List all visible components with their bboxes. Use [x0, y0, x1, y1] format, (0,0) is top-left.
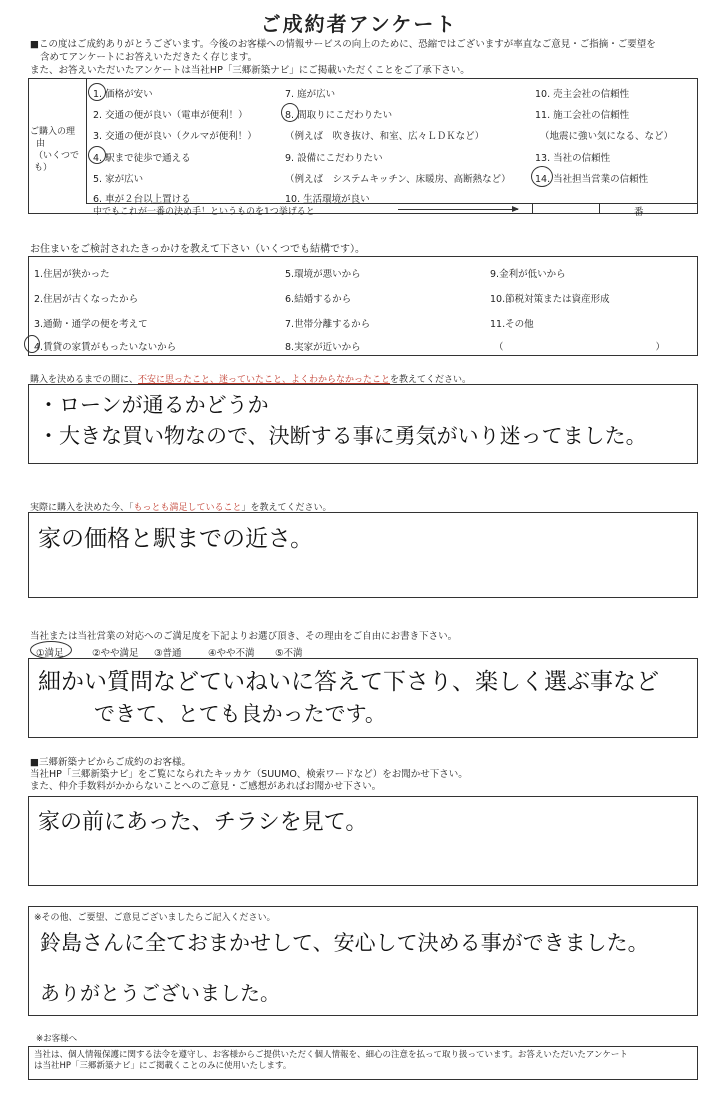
- footer-heading: ※お客様へ: [36, 1034, 78, 1044]
- other-answer-line: ありがとうございました。: [40, 981, 280, 1005]
- reason-7: 7. 庭が広い: [285, 89, 336, 100]
- reason-10: 10. 生活環境が良い: [285, 194, 370, 205]
- satisfaction-heading: 実際に購入を決めた今、「もっとも満足していること」を教えてください。: [30, 503, 332, 513]
- intro-line: 含めてアンケートにお答えいただきたく存じます。: [40, 52, 258, 63]
- best-choice-arrow: [398, 209, 518, 210]
- rating-option-2: ②やや満足: [92, 648, 139, 659]
- best-choice-arrow-head: [512, 206, 519, 212]
- worries-heading: 購入を決めるまでの間に、不安に思ったこと、迷っていたこと、よくわからなかったことを教えてください。: [30, 375, 472, 385]
- selected-circle-rating: [30, 641, 72, 659]
- trigger-4: 4.賃貸の家賃がもったいないから: [34, 342, 177, 353]
- reason-1: 1. 価格が安い: [93, 89, 153, 100]
- reason-company: 13. 当社の信頼性: [535, 153, 611, 164]
- rating-option-3: ③普通: [154, 648, 182, 659]
- reason-sales: 14. 当社担当営業の信頼性: [535, 174, 649, 185]
- trigger-8: 8.実家が近いから: [285, 342, 361, 353]
- best-choice-answer-cell: [532, 203, 600, 214]
- rating-option-1: ①満足: [36, 648, 64, 659]
- selected-circle-14: [531, 166, 553, 187]
- other-heading: ※その他、ご要望、ご意見ございましたらご記入ください。: [34, 913, 276, 923]
- trigger-9: 9.金利が低いから: [490, 269, 566, 280]
- selected-circle-4: [88, 146, 106, 164]
- reason-9-example: （例えば システムキッチン、床暖房、高断熱など）: [285, 174, 511, 185]
- best-choice-suffix: 番: [634, 207, 644, 218]
- intro-text: [30, 38, 700, 77]
- navi-answer-line: 家の前にあった、チラシを見て。: [38, 810, 368, 835]
- reason-5: 5. 家が広い: [93, 174, 144, 185]
- trigger-3: 3.通勤・通学の便を考えて: [34, 319, 148, 330]
- intro-line: ■この度はご成約ありがとうございます。今後のお客様への情報サービスの向上のために、恐縮ではございますが率直なご意見・ご指摘・ご要望を: [30, 39, 656, 50]
- trigger-6: 6.結婚するから: [285, 294, 352, 305]
- rating-option-5: ⑤不満: [275, 648, 303, 659]
- trigger-11: 11.その他: [490, 319, 534, 330]
- intro-line: また、お答えいただいたアンケートは当社HP「三郷新築ナビ」にご掲載いただくことをご了承下さい。: [30, 65, 470, 76]
- reason-builder-example: （地震に強い気になる、など）: [540, 131, 674, 142]
- reason-8-example: （例えば 吹き抜け、和室、広々ＬＤＫなど）: [285, 131, 485, 142]
- page-title: ご成約者アンケート: [260, 12, 458, 36]
- reason-4: 4. 駅まで徒歩で通える: [93, 153, 191, 164]
- reason-3: 3. 交通の便が良い（クルマが便利！）: [93, 131, 257, 142]
- navi-heading: ■三郷新築ナビからご成約のお客様。 当社HP「三郷新築ナビ」をご覧になられたキッカケ（SUUMO、検索ワードなど）をお聞かせ下さい。 また、仲介手数料がかからないことへのご意見・ご感想があればお聞かせ下さい。: [30, 757, 468, 792]
- trigger-1: 1.住居が狭かった: [34, 269, 110, 280]
- reason-8: 8. 間取りにこだわりたい: [285, 110, 393, 121]
- selected-circle-trigger-4: [24, 335, 40, 353]
- selected-circle-8: [281, 103, 299, 122]
- rating-answer-line: 細かい質問などていねいに答えて下さり、楽しく選ぶ事など: [38, 669, 659, 695]
- other-answer-line: 鈴島さんに全ておまかせして、安心して決める事ができました。: [40, 931, 649, 955]
- worries-answer-line: ・ローンが通るかどうか: [38, 393, 269, 417]
- footer-notice: 当社は、個人情報保護に関する法令を遵守し、お客様からご提供いただく個人情報を、細心の注意を払って取り扱っています。お答えいただいたアンケート は当社HP「三郷新築ナビ」にご掲載くことのみに使用いたします。: [34, 1050, 628, 1071]
- trigger-5: 5.環境が悪いから: [285, 269, 361, 280]
- trigger-10: 10.節税対策または資産形成: [490, 294, 610, 305]
- reason-6: 6. 車が２台以上置ける: [93, 194, 191, 205]
- reason-builder: 11. 施工会社の信頼性: [535, 110, 630, 121]
- selected-circle-1: [88, 83, 106, 101]
- trigger-other-field: （ ）: [494, 342, 666, 353]
- purchase-reasons-label: ご購入の理 由 （いくつで も）: [30, 127, 80, 173]
- reason-9: 9. 設備にこだわりたい: [285, 153, 383, 164]
- reason-seller: 10. 売主会社の信頼性: [535, 89, 630, 100]
- rating-option-4: ④やや不満: [208, 648, 255, 659]
- trigger-heading: お住まいをご検討されたきっかけを教えて下さい（いくつでも結構です）。: [30, 244, 365, 255]
- worries-answer-line: ・大きな買い物なので、決断する事に勇気がいり迷ってました。: [38, 424, 647, 448]
- trigger-7: 7.世帯分離するから: [285, 319, 371, 330]
- satisfaction-answer-line: 家の価格と駅までの近さ。: [38, 526, 314, 552]
- best-choice-prompt: 中でもこれが一番の決め手！というものを1つ挙げると: [93, 207, 315, 217]
- trigger-2: 2.住居が古くなったから: [34, 294, 139, 305]
- rating-heading: 当社または当社営業の対応へのご満足度を下記よりお選び頂き、その理由をご自由にお書き下さい。: [30, 631, 458, 642]
- reason-2: 2. 交通の便が良い（電車が便利！）: [93, 110, 248, 121]
- rating-answer-line: できて、とても良かったです。: [94, 702, 386, 726]
